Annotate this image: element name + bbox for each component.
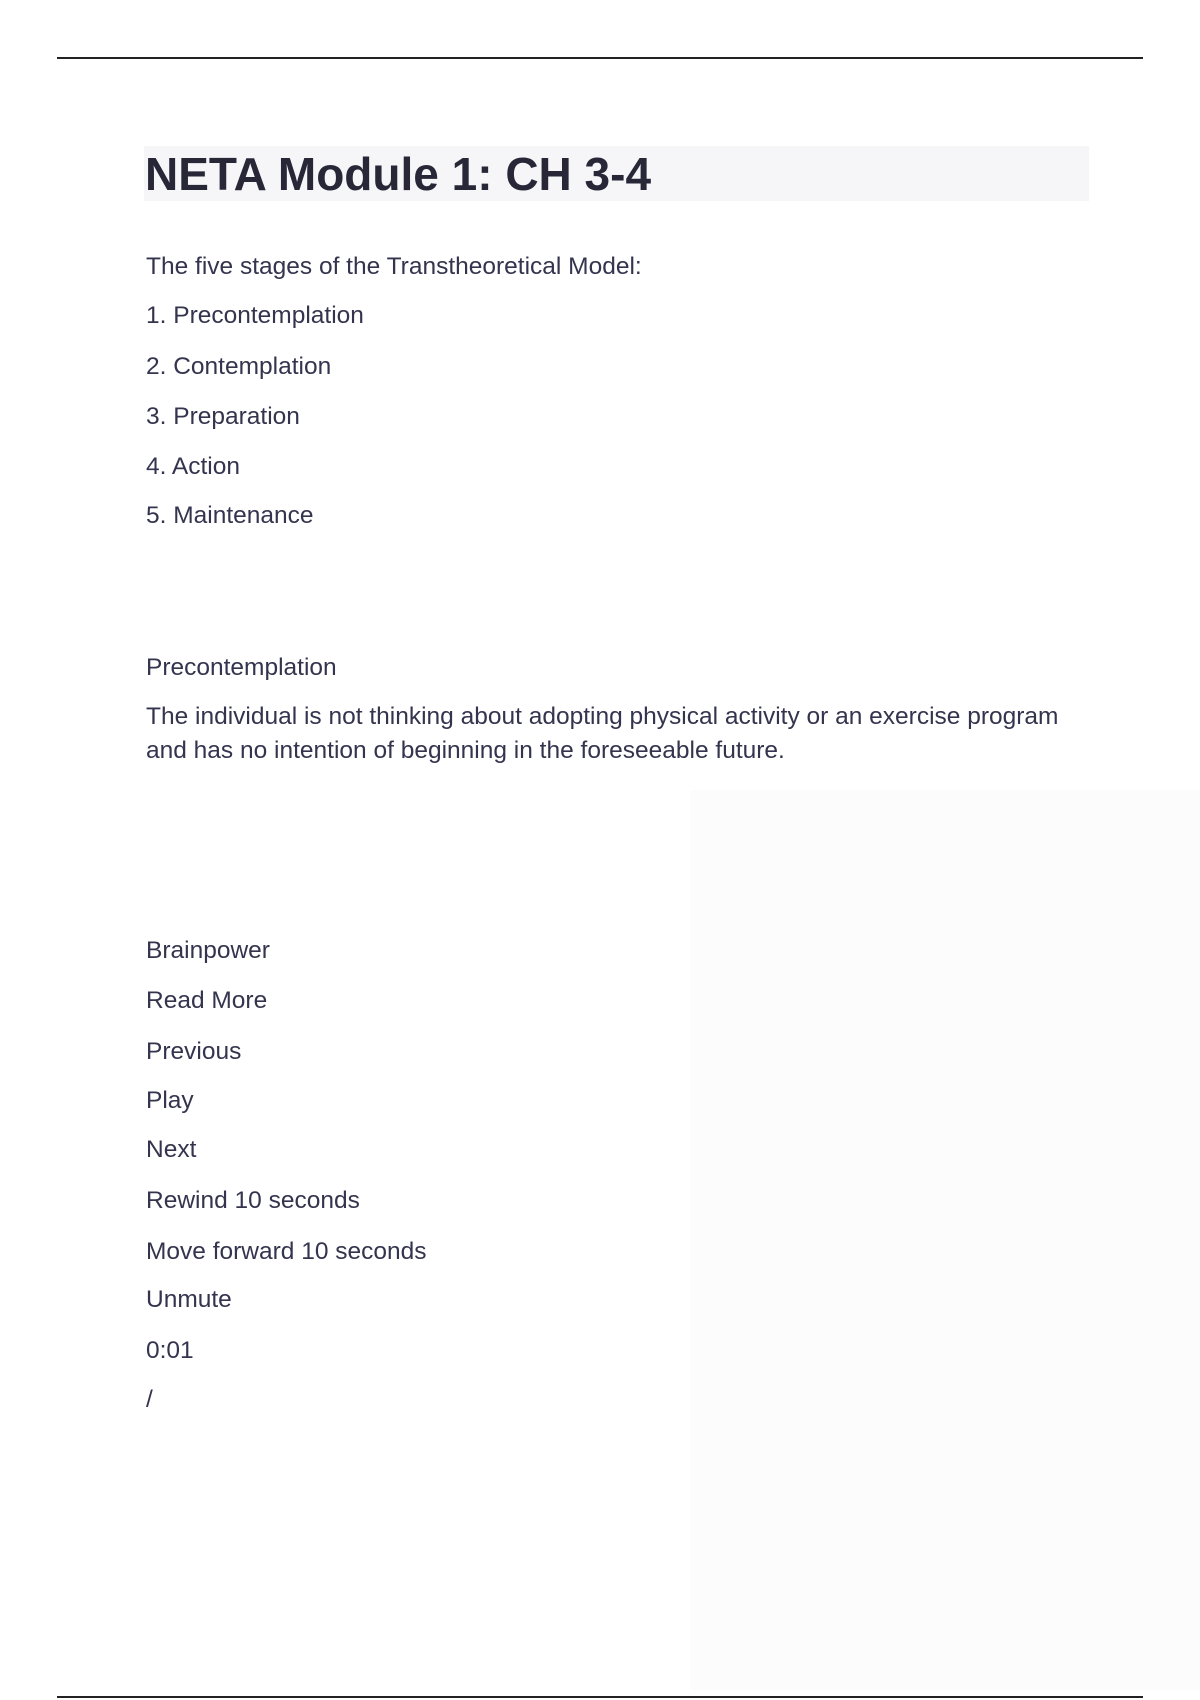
- page-title: NETA Module 1: CH 3-4: [145, 148, 652, 200]
- forward-button[interactable]: Move forward 10 seconds: [146, 1238, 427, 1265]
- unmute-button[interactable]: Unmute: [146, 1286, 232, 1313]
- stage-item-maintenance: 5. Maintenance: [146, 502, 314, 529]
- definition-term: Precontemplation: [146, 654, 337, 681]
- bottom-rule: [57, 1696, 1143, 1698]
- previous-button[interactable]: Previous: [146, 1038, 242, 1065]
- definition-text: The individual is not thinking about adopting physical activity or an exercise program and has no intention of beginning in the foreseeable future.: [146, 703, 1059, 764]
- read-more-link[interactable]: Read More: [146, 987, 268, 1014]
- player-brand: Brainpower: [146, 937, 270, 964]
- play-button[interactable]: Play: [146, 1087, 194, 1114]
- time-separator: /: [146, 1386, 153, 1413]
- stages-intro: The five stages of the Transtheoretical Model:: [146, 253, 642, 280]
- rewind-button[interactable]: Rewind 10 seconds: [146, 1187, 360, 1214]
- top-rule: [57, 57, 1143, 59]
- stage-item-contemplation: 2. Contemplation: [146, 353, 332, 380]
- stage-item-preparation: 3. Preparation: [146, 403, 300, 430]
- stage-item-action: 4. Action: [146, 453, 240, 480]
- current-time: 0:01: [146, 1337, 194, 1364]
- background-shade: [690, 790, 1200, 1690]
- stage-item-precontemplation: 1. Precontemplation: [146, 302, 364, 329]
- next-button[interactable]: Next: [146, 1136, 197, 1163]
